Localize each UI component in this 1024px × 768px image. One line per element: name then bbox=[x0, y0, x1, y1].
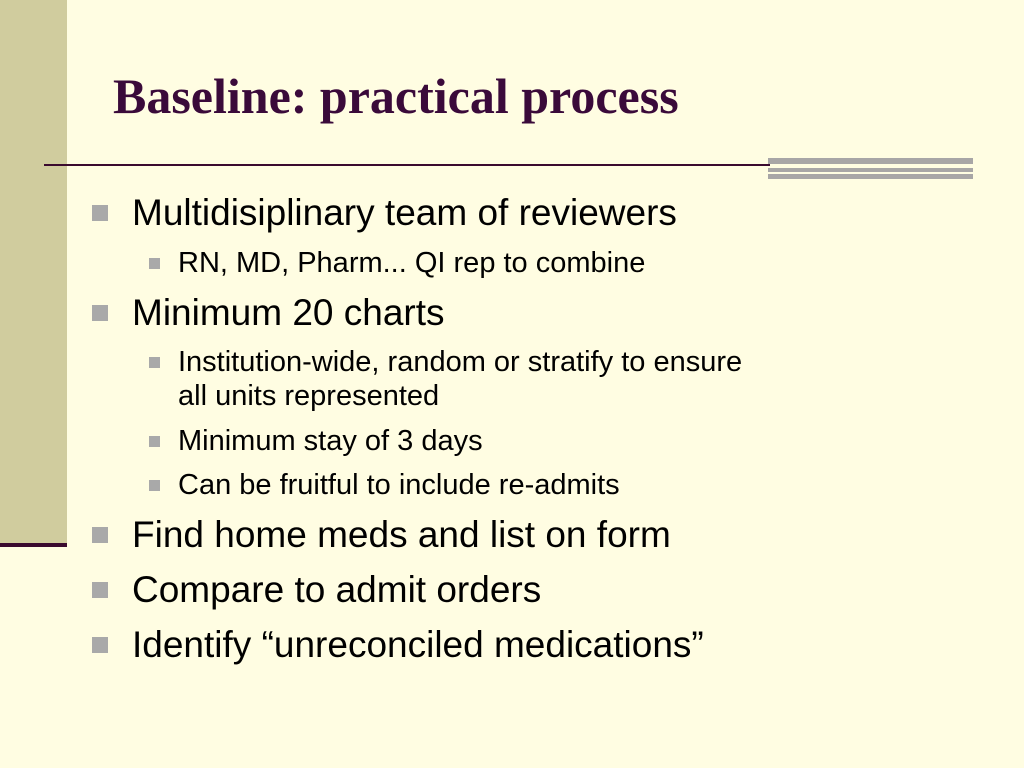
bullet-item bbox=[132, 624, 704, 666]
bullet-item bbox=[132, 192, 677, 234]
sub-bullet-text: Can be fruitful to include re-admits bbox=[178, 469, 620, 501]
bullet-text: Find home meds and list on form bbox=[132, 514, 671, 555]
square-bullet-icon bbox=[149, 258, 160, 269]
sub-bullet-text-continuation: all units represented bbox=[178, 380, 440, 412]
square-bullet-icon bbox=[149, 436, 160, 447]
bullet-item bbox=[132, 514, 671, 556]
square-bullet-icon bbox=[92, 305, 108, 321]
square-bullet-icon bbox=[149, 480, 160, 491]
square-bullet-icon bbox=[92, 205, 108, 221]
bullet-text: Compare to admit orders bbox=[132, 569, 542, 610]
square-bullet-icon bbox=[92, 582, 108, 598]
bullet-text: Identify “unreconciled medications” bbox=[132, 624, 704, 665]
bullet-text: Multidisiplinary team of reviewers bbox=[132, 192, 677, 233]
bullet-text: Minimum 20 charts bbox=[132, 292, 445, 333]
sub-bullet-item bbox=[178, 246, 645, 280]
sub-bullet-item bbox=[178, 345, 742, 413]
square-bullet-icon bbox=[92, 637, 108, 653]
sub-bullet-text: Minimum stay of 3 days bbox=[178, 425, 483, 457]
square-bullet-icon bbox=[149, 357, 160, 368]
bullet-item bbox=[132, 569, 541, 611]
sub-bullet-item bbox=[178, 424, 483, 458]
sub-bullet-text: Institution-wide, random or stratify to ensure bbox=[178, 346, 743, 378]
sub-bullet-item bbox=[178, 468, 620, 502]
sub-bullet-text: RN, MD, Pharm... QI rep to combine bbox=[178, 247, 646, 279]
slide-title: Baseline: practical process bbox=[113, 68, 679, 124]
bullet-item bbox=[132, 292, 445, 334]
square-bullet-icon bbox=[92, 527, 108, 543]
